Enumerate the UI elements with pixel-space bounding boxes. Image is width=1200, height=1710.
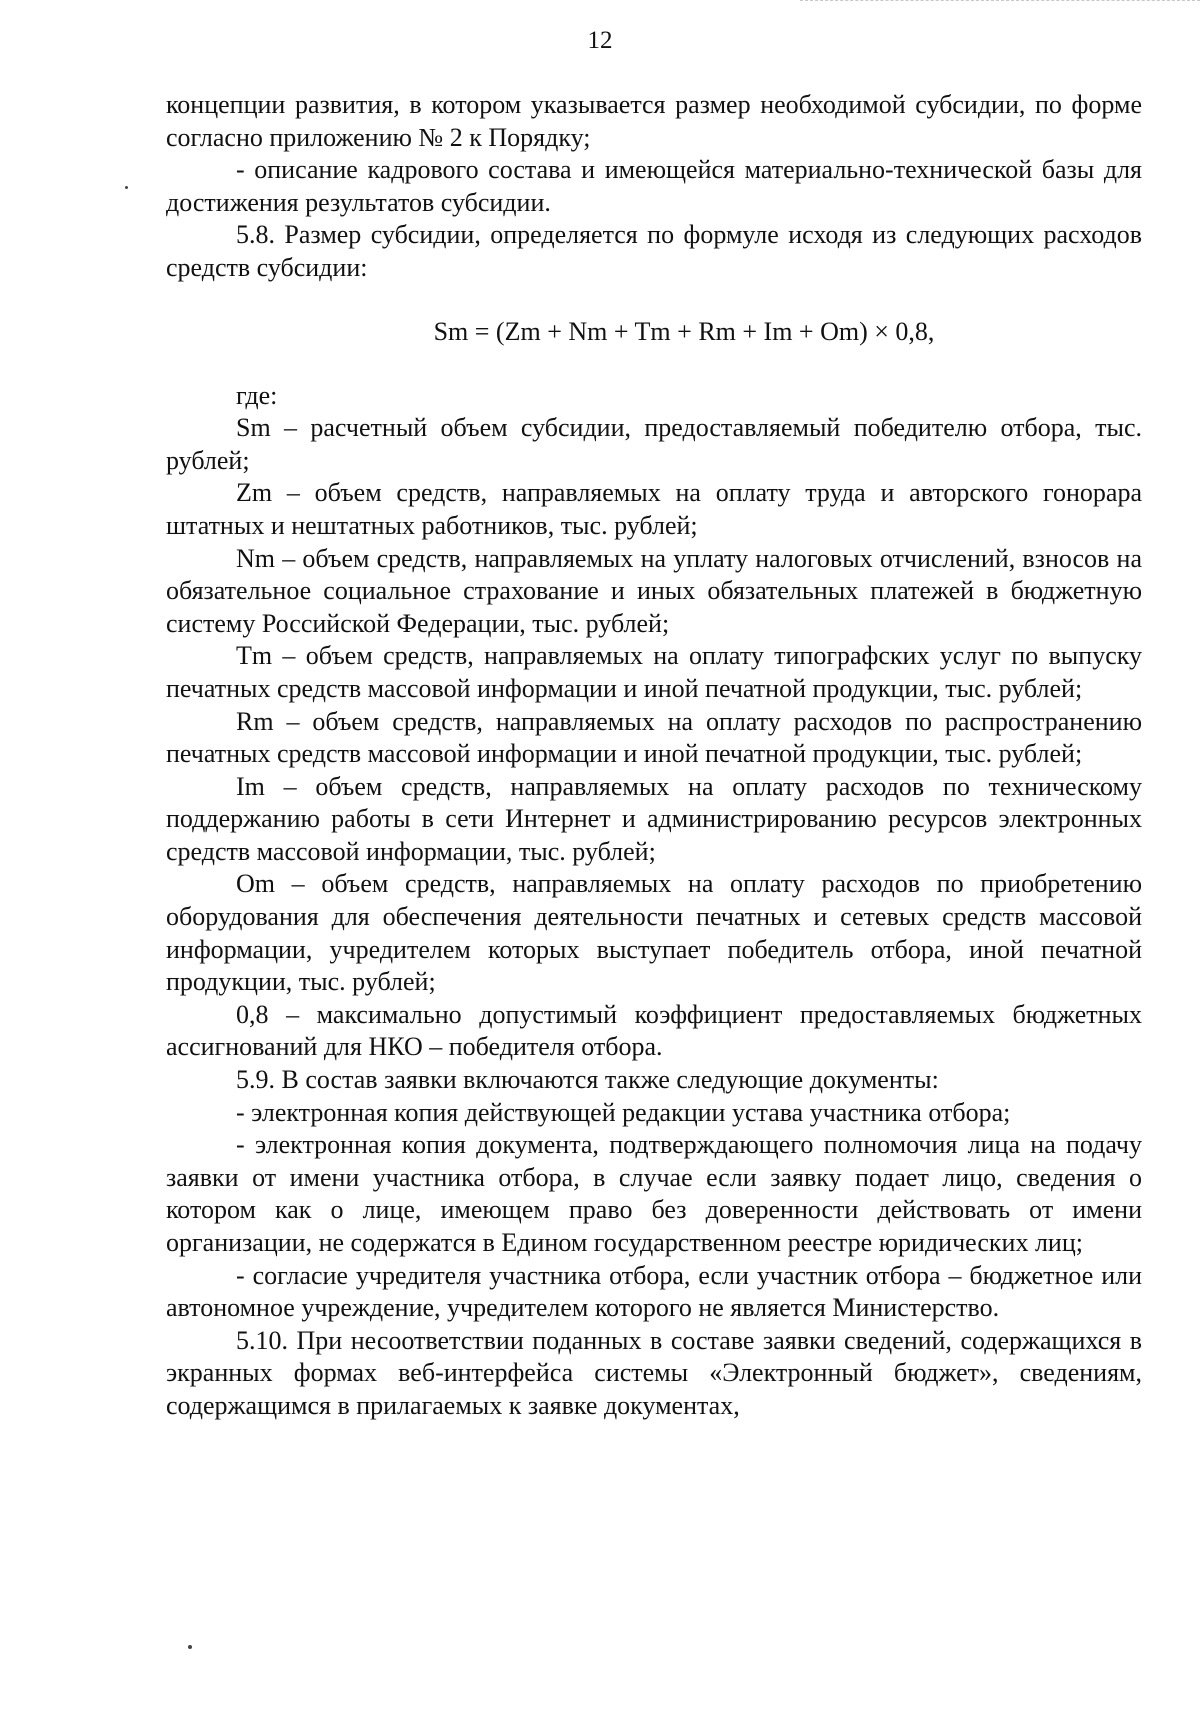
paragraph-5-9: 5.9. В состав заявки включаются также следующие документы: [236, 1065, 939, 1095]
definition-om: Om – объем средств, направляемых на оплату расходов по приобретению оборудования для обеспечения деятельности печатных и сетевых средств массовой информации, учредителем которых выступает победитель отбора, иной печатной продукции, тыс. рублей; [166, 869, 1142, 997]
paragraph-concept-continuation: концепции развития, в котором указывается размер необходимой субсидии, по форме согласно приложению № 2 к Порядку; [166, 90, 1142, 152]
definition-zm: Zm – объем средств, направляемых на оплату труда и авторского гонорара штатных и нештатных работников, тыс. рублей; [166, 478, 1142, 540]
definition-nm: Nm – объем средств, направляемых на уплату налоговых отчислений, взносов на обязательное социальное страхование и иных обязательных платежей в бюджетную систему Российской Федерации, тыс. рублей; [166, 543, 1142, 638]
scan-artifact-dot [188, 1645, 192, 1649]
paragraph-staff-description: - описание кадрового состава и имеющейся материально-технической базы для достижения результатов субсидии. [166, 155, 1142, 217]
document-body [166, 89, 1142, 1423]
definition-tm: Tm – объем средств, направляемых на оплату типографских услуг по выпуску печатных средств массовой информации и иной печатной продукции, тыс. рублей; [166, 641, 1142, 703]
scan-artifact-dot [125, 186, 128, 189]
scan-edge-mark [800, 0, 1200, 3]
document-item-authority: - электронная копия документа, подтверждающего полномочия лица на подачу заявки от имени участника отбора, в случае если заявку подает лицо, сведения о котором как о лице, имеющем право без доверенности действовать от имени организации, не содержатся в Едином государственном реестре юридических лиц; [166, 1130, 1142, 1257]
where-label: где: [236, 380, 278, 410]
document-item-charter: - электронная копия действующей редакции устава участника отбора; [236, 1097, 1011, 1127]
definition-coefficient: 0,8 – максимально допустимый коэффициент предоставляемых бюджетных ассигнований для НКО – победителя отбора. [166, 999, 1142, 1062]
document-item-founder-consent: - согласие учредителя участника отбора, если участник отбора – бюджетное или автономное учреждение, учредителем которого не является Министерство. [166, 1260, 1142, 1323]
paragraph-5-8: 5.8. Размер субсидии, определяется по формуле исходя из следующих расходов средств субсидии: [166, 220, 1142, 282]
paragraph-5-10: 5.10. При несоответствии поданных в составе заявки сведений, содержащихся в экранных формах веб-интерфейса системы «Электронный бюджет», сведениям, содержащимся в прилагаемых к заявке документах, [166, 1325, 1142, 1420]
subsidy-formula: Sm = (Zm + Nm + Tm + Rm + Im + Om) × 0,8, [433, 316, 935, 346]
definition-sm: Sm – расчетный объем субсидии, предоставляемый победителю отбора, тыс. рублей; [166, 413, 1142, 475]
definition-im: Im – объем средств, направляемых на оплату расходов по техническому поддержанию работы в сети Интернет и администрированию ресурсов электронных средств массовой информации, тыс. рублей; [166, 771, 1142, 866]
page-number: 12 [587, 27, 613, 54]
definition-rm: Rm – объем средств, направляемых на оплату расходов по распространению печатных средств массовой информации и иной печатной продукции, тыс. рублей; [166, 706, 1142, 769]
